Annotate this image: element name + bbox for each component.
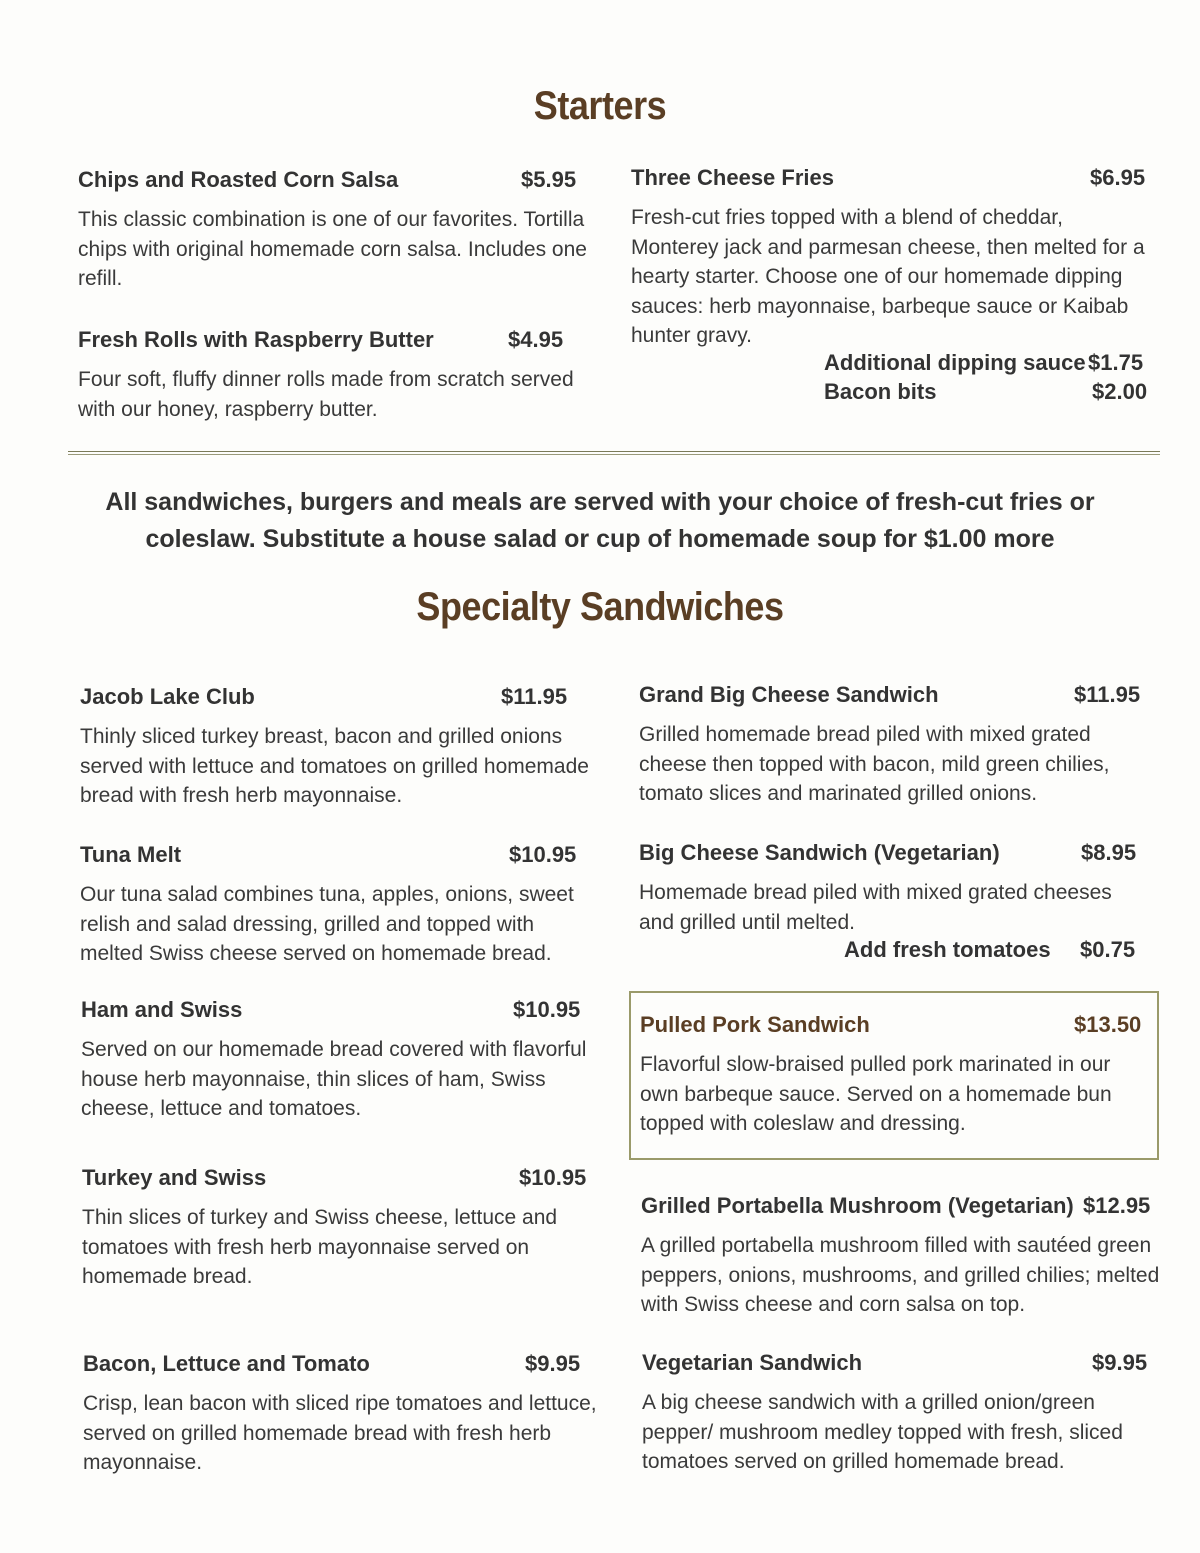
item-name: Grilled Portabella Mushroom (Vegetarian) xyxy=(641,1193,1074,1218)
menu-item xyxy=(80,842,590,969)
item-description: A big cheese sandwich with a grilled onion/green pepper/ mushroom medley topped with fresh, sliced tomatoes served on grilled homemade bread. xyxy=(642,1391,1123,1473)
sandwiches-heading: Specialty Sandwiches xyxy=(416,585,784,629)
item-description: Homemade bread piled with mixed grated cheeses and grilled until melted. xyxy=(639,881,1112,934)
item-name: Bacon, Lettuce and Tomato xyxy=(83,1351,370,1376)
item-name: Ham and Swiss xyxy=(81,997,243,1022)
addon-row xyxy=(639,937,1139,966)
item-name: Tuna Melt xyxy=(80,842,182,867)
item-price: $11.95 xyxy=(501,684,568,709)
menu-item xyxy=(642,1350,1148,1477)
item-name: Turkey and Swiss xyxy=(82,1165,267,1190)
notice-line: All sandwiches, burgers and meals are served with your choice of fresh-cut fries or xyxy=(105,488,1095,516)
addon-row xyxy=(824,379,1154,408)
item-description: Flavorful slow-braised pulled pork marinated in our own barbeque sauce. Served on a homemade bun topped with coleslaw and dressing. xyxy=(640,1053,1112,1135)
sides-notice xyxy=(0,484,1200,558)
notice-line: coleslaw. Substitute a house salad or cup of homemade soup for $1.00 more xyxy=(145,525,1055,553)
item-description: This classic combination is one of our favorites. Tortilla chips with original homemade corn salsa. Includes one refill. xyxy=(78,208,587,290)
addon-price: $1.75 xyxy=(1088,350,1144,375)
item-description: Grilled homemade bread piled with mixed grated cheese then topped with bacon, mild green chilies, tomato slices and marinated grilled onions. xyxy=(639,723,1110,805)
item-price: $13.50 xyxy=(1074,1012,1142,1037)
menu-item xyxy=(639,840,1139,966)
menu-item xyxy=(639,682,1149,809)
menu-item xyxy=(82,1165,602,1292)
item-price: $10.95 xyxy=(519,1165,587,1190)
item-price: $9.95 xyxy=(525,1351,581,1376)
item-name: Vegetarian Sandwich xyxy=(642,1350,863,1375)
menu-item xyxy=(631,165,1151,351)
featured-menu-item xyxy=(640,1012,1140,1139)
item-price: $12.95 xyxy=(1083,1193,1151,1218)
menu-item xyxy=(78,167,588,294)
item-price: $5.95 xyxy=(521,167,577,192)
menu-item xyxy=(78,327,588,424)
addon-list xyxy=(824,350,1154,408)
item-name: Big Cheese Sandwich (Vegetarian) xyxy=(639,840,1000,865)
addon-price: $2.00 xyxy=(1092,379,1148,404)
menu-item xyxy=(81,997,601,1124)
item-price: $6.95 xyxy=(1090,165,1146,190)
item-price: $9.95 xyxy=(1092,1350,1148,1375)
item-name: Pulled Pork Sandwich xyxy=(640,1012,870,1037)
addon-label: Add fresh tomatoes xyxy=(844,937,1051,962)
item-price: $8.95 xyxy=(1081,840,1137,865)
item-price: $10.95 xyxy=(509,842,577,867)
item-description: Thin slices of turkey and Swiss cheese, lettuce and tomatoes with fresh herb mayonnaise served on homemade bread. xyxy=(82,1206,558,1288)
menu-item xyxy=(80,684,600,811)
item-description: Our tuna salad combines tuna, apples, onions, sweet relish and salad dressing, grilled and topped with melted Swiss cheese served on homemade bread. xyxy=(80,883,574,965)
addon-label: Bacon bits xyxy=(824,379,937,404)
item-description: A grilled portabella mushroom filled with sautéed green peppers, onions, mushrooms, and grilled chilies; melted with Swiss cheese and corn salsa on top. xyxy=(641,1234,1160,1316)
menu-item xyxy=(641,1193,1161,1320)
item-price: $10.95 xyxy=(513,997,581,1022)
item-name: Jacob Lake Club xyxy=(80,684,255,709)
item-description: Crisp, lean bacon with sliced ripe tomatoes and lettuce, served on grilled homemade bread with fresh herb mayonnaise. xyxy=(83,1392,597,1474)
section-divider xyxy=(68,451,1160,455)
item-description: Fresh-cut fries topped with a blend of cheddar, Monterey jack and parmesan cheese, then melted for a hearty starter. Choose one of our homemade dipping sauces: herb mayonnaise, barbeque sauce or Kaibab hunter gravy. xyxy=(631,206,1145,347)
item-description: Served on our homemade bread covered with flavorful house herb mayonnaise, thin slices of ham, Swiss cheese, lettuce and tomatoes. xyxy=(81,1038,587,1120)
item-name: Grand Big Cheese Sandwich xyxy=(639,682,939,707)
addon-price: $0.75 xyxy=(1080,937,1136,962)
item-name: Three Cheese Fries xyxy=(631,165,834,190)
item-description: Four soft, fluffy dinner rolls made from scratch served with our honey, raspberry butter. xyxy=(78,368,574,421)
addon-label: Additional dipping sauce xyxy=(824,350,1086,375)
addon-row xyxy=(824,350,1154,379)
item-name: Chips and Roasted Corn Salsa xyxy=(78,167,399,192)
item-name: Fresh Rolls with Raspberry Butter xyxy=(78,327,434,352)
item-price: $4.95 xyxy=(508,327,564,352)
item-price: $11.95 xyxy=(1074,682,1141,707)
item-description: Thinly sliced turkey breast, bacon and grilled onions served with lettuce and tomatoes on grilled homemade bread with fresh herb mayonnaise. xyxy=(80,725,589,807)
menu-item xyxy=(83,1351,603,1478)
starters-heading: Starters xyxy=(533,84,667,128)
